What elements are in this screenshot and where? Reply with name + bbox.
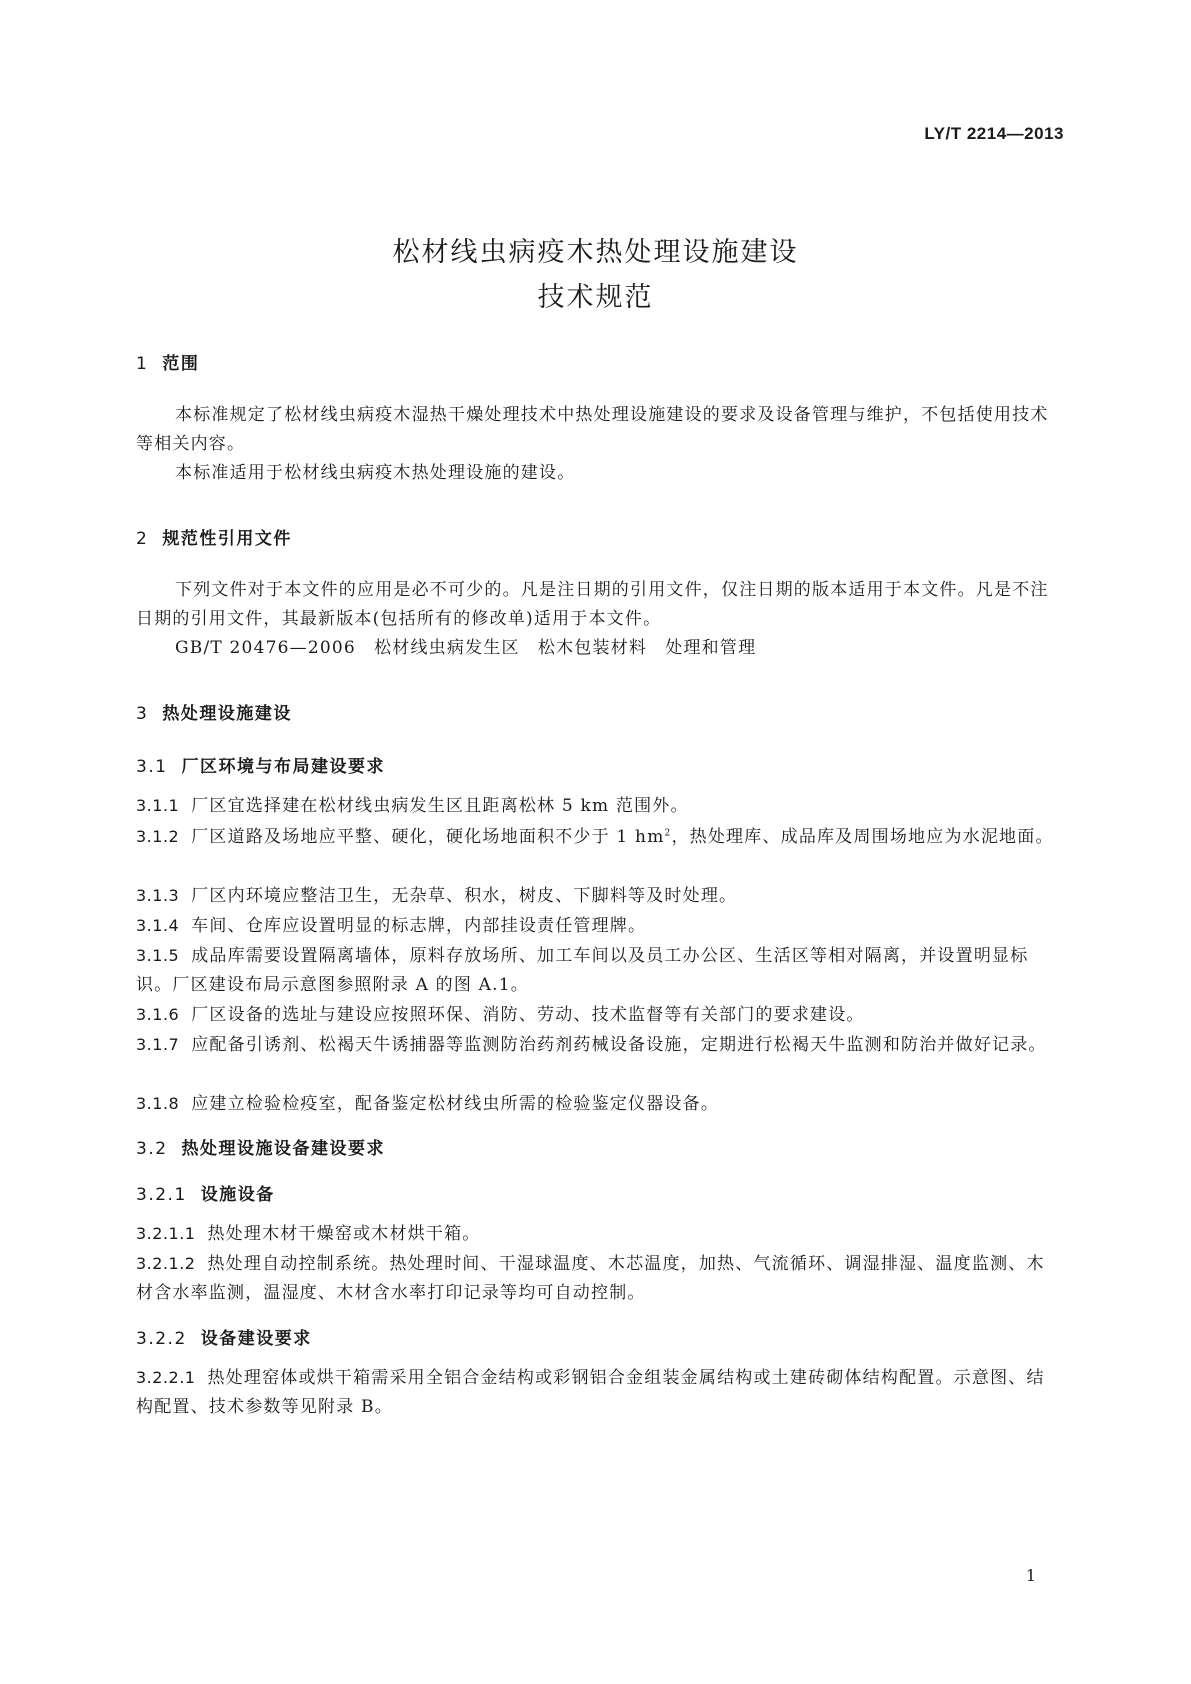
clause-number: 3.1.7 [136,1035,180,1054]
clause-number: 3.1.3 [136,886,180,905]
clause-number: 3.2.1.1 [136,1224,196,1243]
clause-3-1-7 [136,1030,1061,1060]
clause-3-1-6 [136,1000,1061,1030]
clause-text: 厂区设备的选址与建设应按照环保、消防、劳动、技术监督等有关部门的要求建设。 [191,1005,865,1025]
clause-number: 3.1.6 [136,1005,180,1024]
normative-reference: GB/T 20476—2006 松材线虫病发生区 松木包装材料 处理和管理 [175,638,757,658]
clause-3-1-3 [136,881,1061,911]
section-1-heading [136,349,199,374]
section-1-paragraph-1: 本标准规定了松材线虫病疫木湿热干燥处理技术中热处理设施建设的要求及设备管理与维护，不包括使用技术等相关内容。 [136,405,1049,454]
section-2-number: 2 [136,529,149,549]
section-3-1-title: 厂区环境与布局建设要求 [181,757,386,777]
clause-text: 热处理窑体或烘干箱需采用全铝合金结构或彩钢铝合金组装金属结构或土建砖砌体结构配置。示意图、结构配置、技术参数等见附录 B。 [136,1368,1045,1417]
clause-text: 热处理木材干燥窑或木材烘干箱。 [207,1224,481,1244]
clause-text: 热处理自动控制系统。热处理时间、干湿球温度、木芯温度，加热、气流循环、调湿排湿、温度监测、木材含水率监测，温湿度、木材含水率打印记录等均可自动控制。 [136,1254,1045,1303]
clause-3-1-1 [136,791,1061,821]
clause-number: 3.1.8 [136,1094,180,1113]
clause-text-cont: ，热处理库、成品库及周围场地应为水泥地面。 [671,827,1054,847]
section-1-paragraph-2: 本标准适用于松材线虫病疫木热处理设施的建设。 [175,463,576,483]
clause-3-2-2-1 [136,1363,1061,1422]
section-3-number: 3 [136,704,149,724]
clause-3-2-1-1 [136,1219,1061,1249]
clause-text: 成品库需要设置隔离墙体，原料存放场所、加工车间以及员工办公区、生活区等相对隔离，并设置明显标识。厂区建设布局示意图参照附录 A 的图 A.1。 [136,946,1029,995]
clause-text: 厂区内环境应整洁卫生，无杂草、积水，树皮、下脚料等及时处理。 [191,886,738,906]
section-3-2-1-title: 设施设备 [200,1185,275,1205]
clause-text: 厂区道路及场地应平整、硬化，硬化场地面积不少于 1 hm [191,827,665,847]
clause-text: 应建立检验检疫室，配备鉴定松材线虫所需的检验鉴定仪器设备。 [191,1094,720,1114]
section-3-1-number: 3.1 [136,757,168,777]
clause-3-1-8 [136,1089,1061,1119]
section-3-2-title: 热处理设施设备建设要求 [181,1139,386,1159]
page-number: 1 [1025,1566,1036,1585]
superscript: 2 [664,828,672,839]
section-3-title: 热处理设施建设 [162,704,292,724]
section-3-heading [136,699,292,724]
clause-number: 3.2.1.2 [136,1254,196,1273]
clause-text: 车间、仓库应设置明显的标志牌，内部挂设责任管理牌。 [191,916,647,936]
clause-3-1-4 [136,911,1061,941]
clause-number: 3.1.4 [136,916,180,935]
section-3-2-1-heading [136,1180,275,1205]
section-2-heading [136,524,292,549]
section-1-title: 范围 [162,354,200,374]
clause-text: 应配备引诱剂、松褐天牛诱捕器等监测防治药剂药械设备设施，定期进行松褐天牛监测和防治并做好记录。 [191,1035,1047,1055]
clause-text: 厂区宜选择建在松材线虫病发生区且距离松林 5 km 范围外。 [191,796,689,816]
clause-number: 3.1.5 [136,946,180,965]
section-1-number: 1 [136,354,149,374]
section-3-2-number: 3.2 [136,1139,168,1159]
clause-number: 3.1.2 [136,827,180,846]
standard-code: LY/T 2214—2013 [924,124,1064,143]
clause-3-1-5 [136,941,1061,1000]
section-3-2-1-number: 3.2.1 [136,1185,187,1205]
section-2-title: 规范性引用文件 [162,529,292,549]
document-title-line1: 松材线虫病疫木热处理设施建设 [392,237,799,268]
clause-3-2-1-2 [136,1249,1061,1308]
clause-number: 3.1.1 [136,796,180,815]
clause-number: 3.2.2.1 [136,1368,196,1387]
section-2-paragraph-1: 下列文件对于本文件的应用是必不可少的。凡是注日期的引用文件，仅注日期的版本适用于本文件。凡是不注日期的引用文件，其最新版本(包括所有的修改单)适用于本文件。 [136,580,1049,629]
section-3-2-2-number: 3.2.2 [136,1329,187,1349]
document-title-line2: 技术规范 [537,282,654,313]
clause-3-1-2 [136,822,1061,852]
section-3-1-heading [136,752,385,777]
section-3-2-2-heading [136,1324,312,1349]
section-3-2-2-title: 设备建设要求 [200,1329,312,1349]
section-3-2-heading [136,1134,385,1159]
